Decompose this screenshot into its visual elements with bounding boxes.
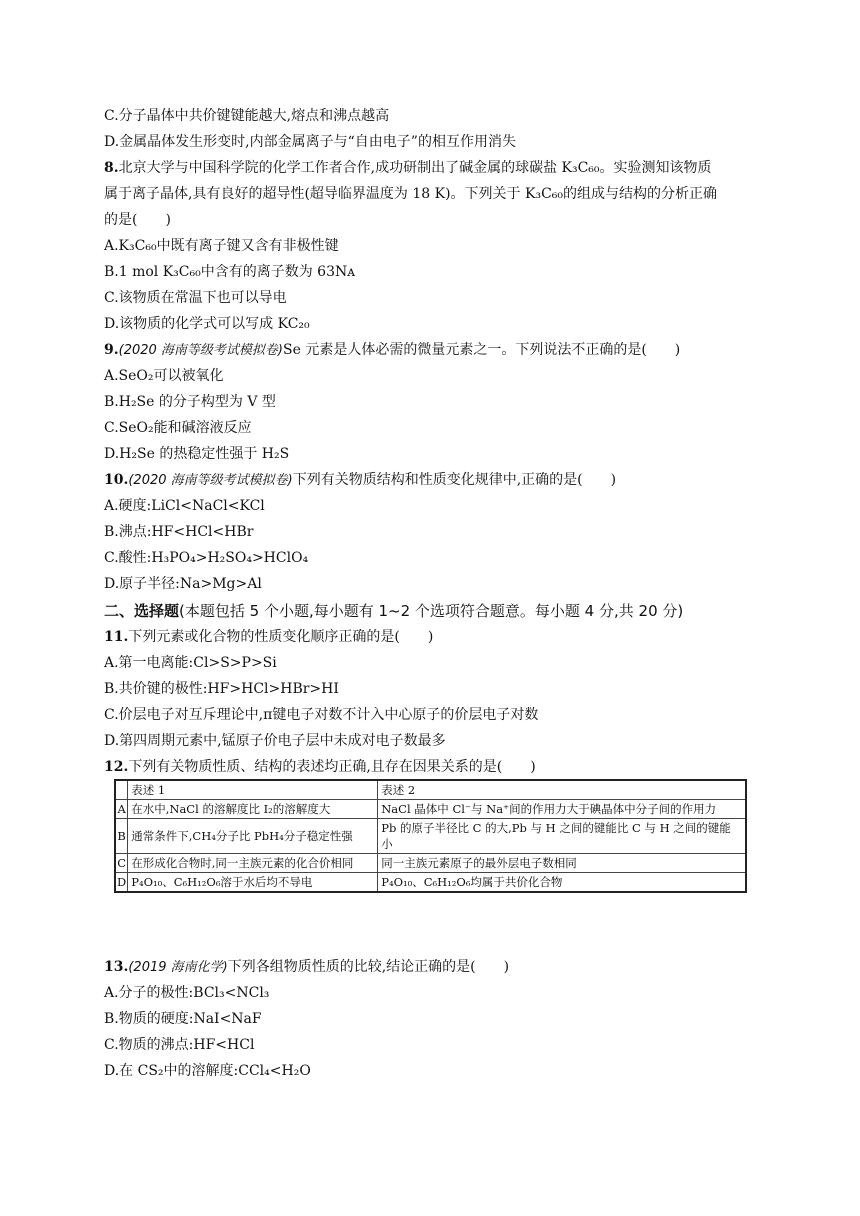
q9-source: (2020 海南等级考试模拟卷) (118, 343, 283, 358)
q10-stem (104, 470, 764, 491)
q10-option-c: C.酸性:H₃PO₄>H₂SO₄>HClO₄ (104, 550, 309, 566)
q12-table-header (115, 780, 746, 800)
table-row (115, 819, 746, 854)
row-label: D (115, 873, 128, 893)
q11-stem (104, 627, 764, 647)
q8-number: 8. (104, 160, 119, 176)
q10-source: (2020 海南等级考试模拟卷) (128, 473, 293, 488)
q9-option-c: C.SeO₂能和碱溶液反应 (104, 420, 252, 436)
row-statement-2: NaCl 晶体中 Cl⁻与 Na⁺间的作用力大于碘晶体中分子间的作用力 (378, 800, 746, 819)
section-2-heading (104, 600, 683, 622)
q13-option-c: C.物质的沸点:HF<HCl (104, 1037, 255, 1053)
q8-option-b: B.1 mol K₃C₆₀中含有的离子数为 63Nᴀ (104, 264, 356, 280)
q13-stem-text: 下列各组物质性质的比较,结论正确的是( ) (227, 959, 510, 975)
q11-stem-text: 下列元素或化合物的性质变化顺序正确的是( ) (128, 629, 434, 645)
table-row (115, 800, 746, 819)
row-statement-2: P₄O₁₀、C₆H₁₂O₆均属于共价化合物 (378, 873, 746, 893)
q13-source: (2019 海南化学) (128, 960, 228, 975)
q7-option-d: D.金属晶体发生形变时,内部金属离子与“自由电子”的相互作用消失 (104, 134, 516, 150)
q8-stem-line2: 属于离子晶体,具有良好的超导性(超导临界温度为 18 K)。下列关于 K₃C₆₀的组成与结构的分析正确 (104, 186, 718, 202)
q11-option-d: D.第四周期元素中,锰原子价电子层中未成对电子数最多 (104, 733, 446, 749)
row-label: B (115, 819, 128, 854)
q9-number: 9. (104, 342, 119, 358)
q12-table (114, 779, 747, 893)
table-row (115, 854, 746, 873)
row-label: C (115, 854, 128, 873)
q11-option-c: C.价层电子对互斥理论中,π键电子对数不计入中心原子的价层电子对数 (104, 707, 539, 723)
q8-stem-line3: 的是( ) (104, 212, 171, 228)
q10-stem-text: 下列有关物质结构和性质变化规律中,正确的是( ) (292, 472, 617, 488)
section-2-title: 二、选择题 (104, 602, 180, 620)
q13-option-d: D.在 CS₂中的溶解度:CCl₄<H₂O (104, 1063, 311, 1079)
q8-option-c: C.该物质在常温下也可以导电 (104, 290, 287, 306)
row-statement-1: 通常条件下,CH₄分子比 PbH₄分子稳定性强 (128, 819, 378, 854)
q8-option-a: A.K₃C₆₀中既有离子键又含有非极性键 (104, 238, 339, 254)
row-label: A (115, 800, 128, 819)
row-statement-2: 同一主族元素原子的最外层电子数相同 (378, 854, 746, 873)
row-statement-1: 在形成化合物时,同一主族元素的化合价相同 (128, 854, 378, 873)
row-statement-1: P₄O₁₀、C₆H₁₂O₆溶于水后均不导电 (128, 873, 378, 893)
q12-header-2: 表述 2 (378, 780, 746, 800)
q10-option-b: B.沸点:HF<HCl<HBr (104, 524, 254, 540)
q10-number: 10. (104, 472, 129, 488)
q8-stem-text1: 北京大学与中国科学院的化学工作者合作,成功研制出了碱金属的球碳盐 K₃C₆₀。实验测知该物质 (118, 160, 712, 176)
q9-option-d: D.H₂Se 的热稳定性强于 H₂S (104, 446, 290, 462)
q13-stem (104, 957, 764, 978)
q9-stem-text: Se 元素是人体必需的微量元素之一。下列说法不正确的是( ) (283, 342, 681, 358)
q10-option-d: D.原子半径:Na>Mg>Al (104, 576, 262, 592)
q12-header-blank (115, 780, 128, 800)
q9-option-b: B.H₂Se 的分子构型为 V 型 (104, 394, 276, 410)
section-2-note: (本题包括 5 个小题,每小题有 1~2 个选项符合题意。每小题 4 分,共 20 分) (179, 602, 684, 620)
q10-option-a: A.硬度:LiCl<NaCl<KCl (104, 498, 265, 514)
q12-header-1: 表述 1 (128, 780, 378, 800)
q11-option-a: A.第一电离能:Cl>S>P>Si (104, 655, 277, 671)
q9-option-a: A.SeO₂可以被氧化 (104, 368, 224, 384)
q12-stem-text: 下列有关物质性质、结构的表述均正确,且存在因果关系的是( ) (128, 759, 536, 775)
q11-number: 11. (104, 629, 129, 645)
row-statement-2: Pb 的原子半径比 C 的大,Pb 与 H 之间的键能比 C 与 H 之间的键能小 (378, 819, 746, 854)
q13-number: 13. (104, 959, 129, 975)
q12-stem (104, 757, 764, 777)
q8-option-d: D.该物质的化学式可以写成 KC₂₀ (104, 316, 310, 332)
table-row (115, 873, 746, 893)
q13-option-a: A.分子的极性:BCl₃<NCl₃ (104, 985, 270, 1001)
q11-option-b: B.共价键的极性:HF>HCl>HBr>HI (104, 681, 339, 697)
q12-number: 12. (104, 759, 129, 775)
q9-stem (104, 340, 764, 361)
q13-option-b: B.物质的硬度:NaI<NaF (104, 1011, 262, 1027)
q7-option-c: C.分子晶体中共价键键能越大,熔点和沸点越高 (104, 108, 390, 124)
q8-stem-line1 (104, 158, 764, 178)
row-statement-1: 在水中,NaCl 的溶解度比 I₂的溶解度大 (128, 800, 378, 819)
